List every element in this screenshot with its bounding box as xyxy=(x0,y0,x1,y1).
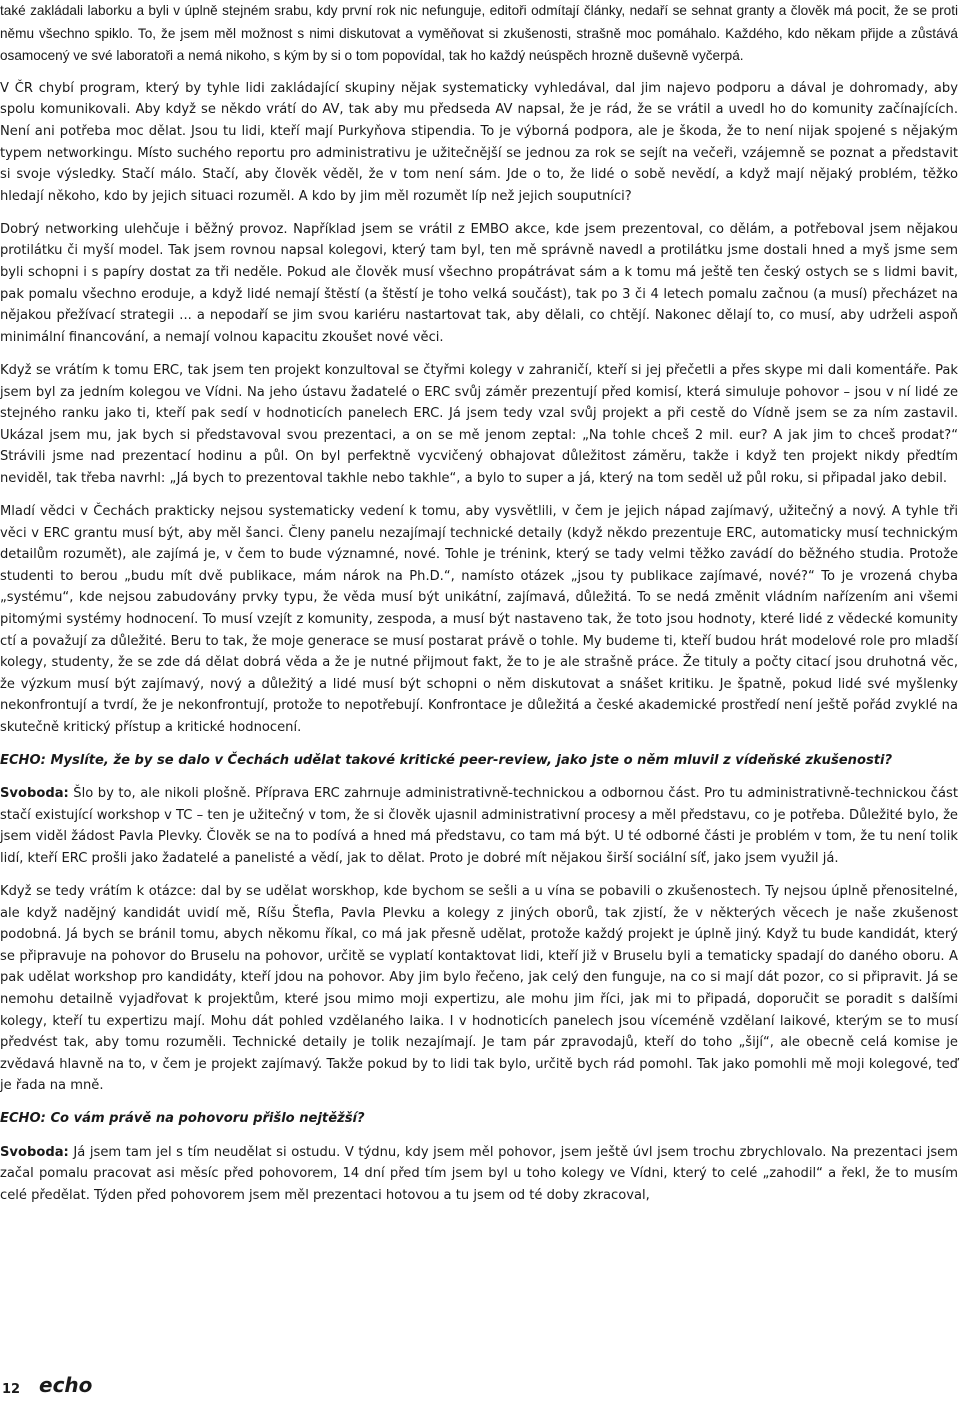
article-paragraph xyxy=(0,78,958,208)
article-paragraph xyxy=(0,0,958,68)
interview-question xyxy=(0,1108,958,1130)
article-paragraph xyxy=(0,501,958,739)
paragraph-text: Šlo by to, ale nikoli plošně. Příprava ERC zahrnuje administrativně-technickou a odbornou část. Pro tu administrativně-technickou část stačí existující workshop v TC – ten je užitečný v tom, že si člověk ujasnil administrativní procesy a měl představu, co je potřeba. Důležité bylo, že jsem viděl žádost Pavla Plevky. Člověk se na to podívá a hned má představu, co tam má být. U té odborné části je problém v tom, že tu není tolik lidí, kteří ERC prošli jako žadatelé a panelisté a vědí, jak to dělat. Proto je dobré mít nějakou širší sociální síť, jako jsem využil já. xyxy=(0,786,958,866)
paragraph-text: Když se tedy vrátím k otázce: dal by se udělat worskhop, kde bychom se sešli a u vína se pobavili o zkušenostech. Ty nejsou úplně přenositelné, ale když nadějný kandidát uvidí mě, Ríšu Štefla, Pavla Plevku a kolegy z jiných oborů, tak zjistí, že v některých věcech je naše zkušenost podobná. Já bych se bránil tomu, abych někomu říkal, co má jak přesně udělat, protože každý projekt je úplně jiný. Když tu bude kandidát, který se připravuje na pohovor do Bruselu na pohovor, určitě se vyplatí kontaktovat lidi, kteří již v Bruselu byli a tematicky spadají do daného oboru. A pak udělat workshop pro kandidáty, kteří jdou na pohovor. Aby jim bylo řečeno, jak celý den funguje, na co si mají dát pozor, co si připravit. Já se nemohu detailně vyjadřovat k projektům, které jsou mimo moji expertizu, ale mohu jim říci, jak mi to připadá, doporučit se poradit s dalšími kolegy, kteří tu expertizu mají. Mohu dát pohled vzdělaného laika. I v hodnoticích panelech jsou víceméně vzdělaní laikové, kterým se to musí předvést tak, aby tomu rozuměli. Technické detaily je tolik nezajímají. Je tam pár zpravodajů, kteří do toho „šijí“, ale obecně celá komise je zvědavá hlavně na to, v čem je projekt zajímavý. Takže pokud by to lidi tak bylo, určitě bych rád pomohl. Tak jako pomohli mě moji kolegové, teď je řada na mně. xyxy=(0,883,958,1094)
speaker-label: Svoboda: xyxy=(0,786,69,802)
paragraph-text: Když se vrátím k tomu ERC, tak jsem ten projekt konzultoval se čtyřmi kolegy v zahraničí, kteří si jej přečetli a přes skype mi dali komentáře. Pak jsem byl za jedním kolegou ve Vídni. Na jeho ústavu žadatelé o ERC svůj záměr prezentují před komisí, která simuluje pohovor – jsou v ní lidé ze stejného ranku jako ti, kteří pak sedí v hodnoticích panelech ERC. Já jsem tedy vzal svůj projekt a při cestě do Vídně jsem se za ním zastavil. Ukázal jsem mu, jak bych si představoval svou prezentaci, a on se mě jenom zeptal: „Na tohle chceš 2 mil. eur? A jak jim to chceš prodat?“ Strávili jsme nad prezentací hodinu a půl. On byl perfektně vycvičený obhajovat důležitost záměru, takže i když ten projekt nikdy předtím neviděl, tak třeba navrhl: „Já bych to prezentoval takhle nebo takhle“, a bylo to super a já, který na tom seděl už půl roku, si připadal jako debil. xyxy=(0,362,958,486)
paragraph-text: V ČR chybí program, který by tyhle lidi zakládající skupiny nějak systematicky vyhledával, dal jim najevo podporu a dával je dohromady, aby spolu komunikovali. Aby když se někdo vrátí do AV, tak aby mu předseda AV napsal, že je rád, že se vrátil a uvedl ho do komunity začínajících. Není ani potřeba moc dělat. Jsou tu lidi, kteří mají Purkyňova stipendia. To je výborná podpora, ale je škoda, že to není nijak spojené s nějakým typem networkingu. Místo suchého reportu pro administrativu je užitečnější se jednou za rok se sejít na večeři, vzájemně se poznat a představit si svoje výsledky. Stačí málo. Stačí, aby člověk věděl, že v tom není sám. Jde o to, že lidé o sobě nevědí, a když mají nějaký problém, těžko hledají někoho, kdo by jejich situaci rozuměl. A kdo by jim měl rozumět líp než jejich souputníci? xyxy=(0,80,958,204)
article-paragraph xyxy=(0,783,958,869)
article-paragraph xyxy=(0,1142,958,1207)
paragraph-text: Mladí vědci v Čechách prakticky nejsou systematicky vedení k tomu, aby vysvětlili, v čem je jejich nápad zajímavý, užitečný a nový. A tyhle tři věci v ERC grantu musí být, aby měl šanci. Členy panelu nezajímají technické detaily (když někdo prezentuje ERC, automaticky musí technickým detailům rozumět), ale zajímá je, v čem to bude významné, nové. Tohle je trénink, který se tady velmi těžko zavádí do běžného studia. Protože studenti to berou „budu mít dvě publikace, mám nárok na Ph.D.“, namísto otázek „jsou ty publikace zajímavé, nové?“ To je vrozená chyba „systému“, kde nejsou zabudovány prvky typu, že věda musí být unikátní, zajímavá, důležitá. To se nedá změnit vládním nařízením ani všemi pitomými systémy hodnocení. To musí vzejít z komunity, zespoda, a musí být nastaveno tak, že toto jsou hodnoty, které lidé z vědecké komunity ctí a považují za důležité. Beru to tak, že moje generace se musí postarat právě o tohle. My budeme ti, kteří budou hrát modelové role pro mladší kolegy, studenty, že se zde dá dělat dobrá věda a že je nutné přijmout fakt, že to je ale strašně práce. Že tituly a počty citací jsou druhotná věc, že výzkum musí být zajímavý, nový a důležitý a lidé musí být schopni o něm diskutovat a snášet kritiku. Je špatně, pokud lidé své myšlenky nekonfrontují a tvrdí, že je nekonfrontují, protože to nepotřebují. Konfrontace je důležitá a české akademické prostředí není ještě pořád zvyklé na skutečně kritický přístup a kritické hodnocení. xyxy=(0,503,958,735)
interview-question xyxy=(0,750,958,772)
speaker-label: Svoboda: xyxy=(0,1144,69,1160)
question-text: ECHO: Co vám právě na pohovoru přišlo nejtěžší? xyxy=(0,1111,365,1127)
paragraph-text: také zakládali laborku a byli v úplně stejném srabu, kdy první rok nic nefunguje, editoři odmítají články, nedaří se sehnat granty a člověk má pocit, že se proti němu všechno spiklo. To, že jsem měl možnost s nimi diskutovat a vyměňovat si zkušenosti, strašně moc pomáhalo. Každého, kdo někam přijde a zůstává osamocený ve své laboratoři a nemá nikoho, s kým by si o tom popovídal, tak ho každý neúspěch hrozně duševně vyčerpá. xyxy=(0,3,958,64)
page-footer xyxy=(0,1372,200,1402)
article-paragraph xyxy=(0,360,958,490)
paragraph-text: Já jsem tam jel s tím neudělat si ostudu. V týdnu, kdy jsem měl pohovor, jsem ještě úvl jsem trochu zbrychlovalo. Na prezentaci jsem začal pomalu pracovat asi měsíc před pohovorem, 14 dní před tím jsem byl u toho kolegy ve Vídni, který to celé „zahodil“ a řekl, že to musím celé předělat. Týden před pohovorem jsem měl prezentaci hotovou a tu jsem od té doby zkracoval, xyxy=(0,1144,958,1203)
question-text: ECHO: Myslíte, že by se dalo v Čechách udělat takové kritické peer-review, jako jste o něm mluvil z vídeňské zkušenosti? xyxy=(0,753,893,768)
article-paragraph xyxy=(0,219,958,349)
logo-text: echo xyxy=(39,1373,93,1397)
page-number: 12 xyxy=(2,1382,21,1397)
article-paragraph xyxy=(0,881,958,1097)
paragraph-text: Dobrý networking ulehčuje i běžný provoz. Například jsem se vrátil z EMBO akce, kde jsem prezentoval, co dělám, a potřeboval jsem nějakou protilátku či myší model. Tak jsem rovnou napsal kolegovi, který tam byl, ten mě správně navedl a protilátku jsme dostali hned a myš jsme sem byli schopni i s papíry dostat za tři neděle. Pokud ale člověk musí všechno propátrávat sám a k tomu má ještě ten český ostych se s lidmi bavit, pak pomalu všechno eroduje, a když lidé nemají štěstí (a štěstí je toho velká součást), tak po 3 či 4 letech pomalu začnou (a musí) přecházet na nějakou přežívací strategii ... a nepodaří se jim svou kariéru nastartovat tak, aby dělali, co chtějí. Nakonec dělají to, co musí, aby udrželi aspoň minimální financování, a nemají volnou kapacitu zkoušet nové věci. xyxy=(0,221,958,345)
echo-logo xyxy=(38,1372,93,1398)
